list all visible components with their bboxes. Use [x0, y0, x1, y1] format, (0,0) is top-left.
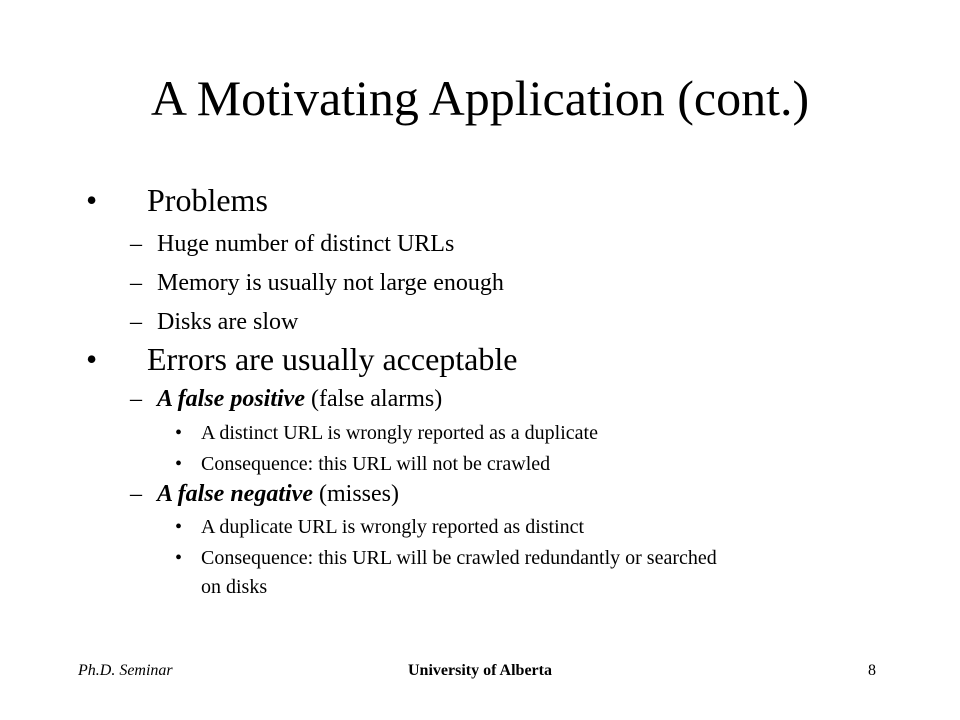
footer-center-text: University of Alberta: [408, 662, 552, 679]
bullet-marker: •: [86, 182, 98, 218]
footer-left-text: Ph.D. Seminar: [78, 662, 173, 679]
page-number: 8: [868, 662, 876, 679]
false-positive-term: A false positive: [157, 386, 305, 412]
false-negative-line: [157, 479, 399, 509]
dash-marker: –: [130, 309, 142, 335]
dash-marker: –: [130, 231, 142, 257]
dash-marker: –: [130, 270, 142, 296]
dash-marker: –: [130, 481, 142, 507]
slide-title: A Motivating Application (cont.): [150, 70, 810, 126]
false-negative-item: Consequence: this URL will be crawled redundantly or searched: [201, 547, 717, 569]
problems-heading: Problems: [147, 182, 268, 218]
errors-heading: Errors are usually acceptable: [147, 341, 518, 377]
problem-item: Disks are slow: [157, 309, 299, 335]
bullet-marker: •: [175, 453, 183, 475]
bullet-marker: •: [175, 422, 183, 444]
false-positive-line: [157, 384, 442, 414]
dash-marker: –: [130, 386, 142, 412]
bullet-marker: •: [175, 516, 183, 538]
false-negative-item: A duplicate URL is wrongly reported as distinct: [201, 516, 585, 538]
false-positive-item: Consequence: this URL will not be crawled: [201, 453, 551, 475]
false-negative-item-continuation: on disks: [201, 576, 268, 598]
false-positive-item: A distinct URL is wrongly reported as a duplicate: [201, 422, 598, 444]
problem-item: Huge number of distinct URLs: [157, 231, 455, 257]
bullet-marker: •: [86, 341, 98, 377]
bullet-marker: •: [175, 547, 183, 569]
false-negative-gloss: (misses): [312, 481, 399, 507]
problem-item: Memory is usually not large enough: [157, 270, 504, 296]
false-negative-term: A false negative: [157, 481, 313, 507]
false-positive-gloss: (false alarms): [304, 386, 443, 412]
